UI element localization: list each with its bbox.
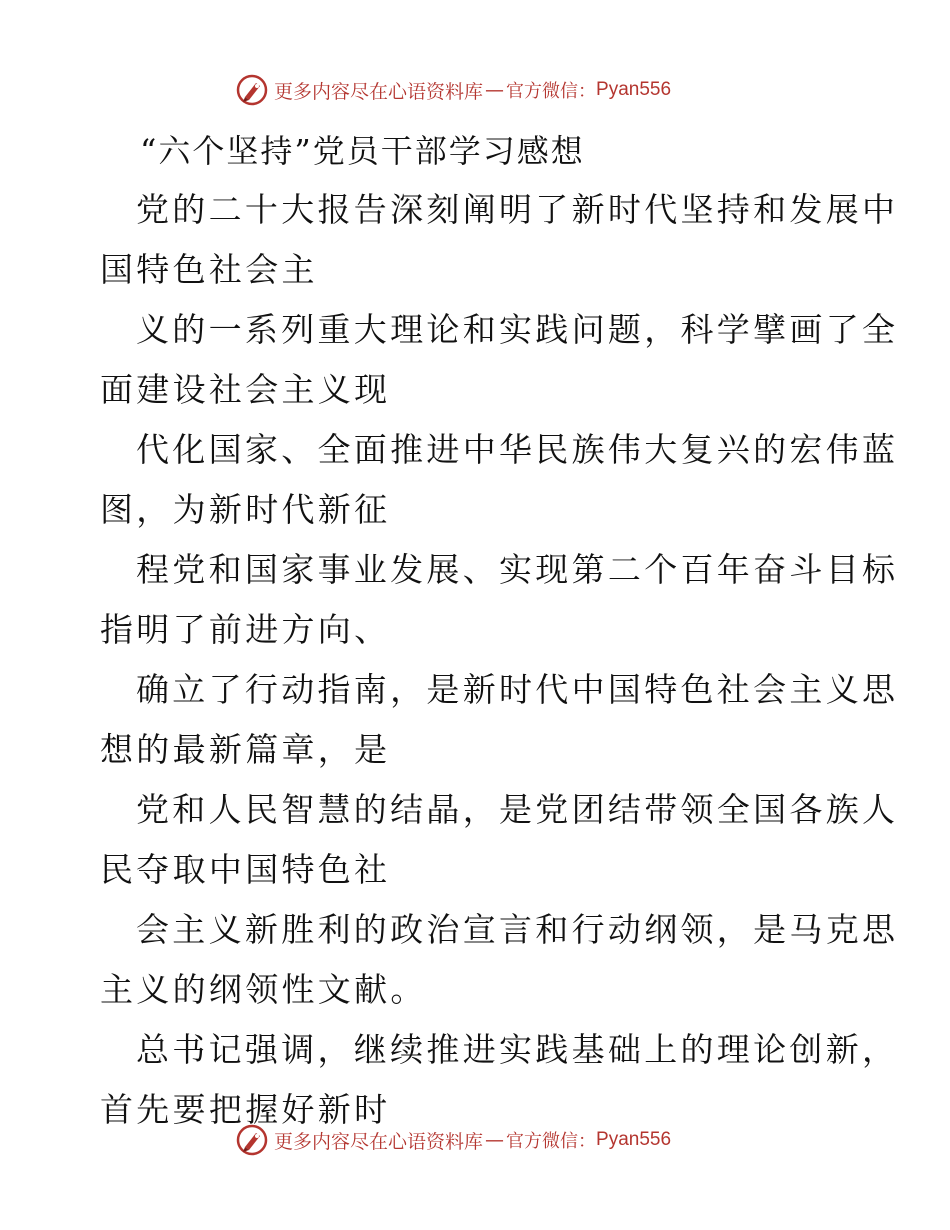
body-line: 主义的纲领性文献。 — [100, 970, 427, 1009]
banner-separator: — — [485, 1129, 505, 1151]
body-line: 确立了行动指南，是新时代中国特色社会主义思 — [136, 670, 899, 709]
header-watermark — [236, 74, 716, 106]
document-title: “六个坚持”党员干部学习感想 — [140, 132, 585, 170]
body-line: 国特色社会主 — [100, 250, 318, 289]
banner-label: 官方微信： — [506, 1131, 597, 1152]
body-line: 想的最新篇章，是 — [100, 730, 391, 769]
pen-logo-icon — [236, 1124, 268, 1156]
pen-logo-icon — [236, 74, 268, 106]
banner-text: 更多内容尽在心语资料库 — [274, 80, 484, 103]
banner-label: 官方微信： — [506, 81, 597, 102]
body-line: 党和人民智慧的结晶，是党团结带领全国各族人 — [136, 790, 899, 829]
body-line: 义的一系列重大理论和实践问题，科学擘画了全 — [136, 310, 899, 349]
banner-separator: — — [485, 79, 505, 101]
body-line: 图，为新时代新征 — [100, 490, 391, 529]
document-body — [100, 180, 899, 1140]
body-line: 代化国家、全面推进中华民族伟大复兴的宏伟蓝 — [136, 430, 899, 469]
body-line: 程党和国家事业发展、实现第二个百年奋斗目标 — [136, 550, 899, 589]
body-line: 指明了前进方向、 — [100, 610, 391, 649]
banner-wechat-id: Pyan556 — [596, 79, 672, 100]
body-line: 民夺取中国特色社 — [100, 850, 391, 889]
banner-wechat-id: Pyan556 — [596, 1129, 672, 1150]
footer-watermark — [236, 1124, 716, 1156]
body-line: 党的二十大报告深刻阐明了新时代坚持和发展中 — [136, 190, 899, 229]
body-line: 面建设社会主义现 — [100, 370, 391, 409]
body-line: 会主义新胜利的政治宣言和行动纲领，是马克思 — [136, 910, 899, 949]
body-line: 首先要把握好新时 — [100, 1090, 391, 1129]
banner-text: 更多内容尽在心语资料库 — [274, 1130, 484, 1153]
body-line: 总书记强调，继续推进实践基础上的理论创新， — [136, 1030, 899, 1069]
